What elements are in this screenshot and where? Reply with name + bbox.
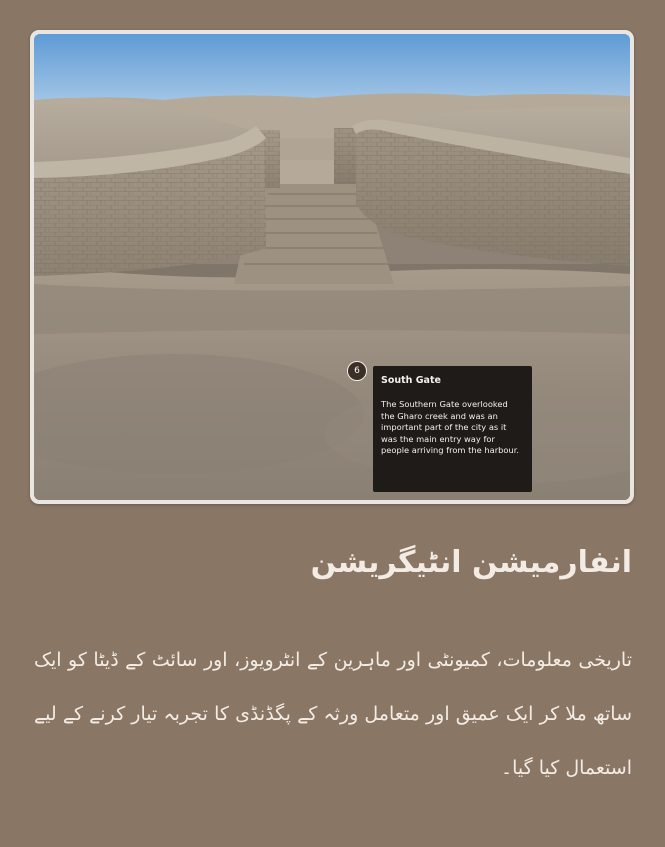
panorama-scene[interactable] — [34, 34, 630, 500]
popup-title: South Gate — [381, 375, 441, 386]
section-heading: انفارمیشن انٹیگریشن — [310, 545, 632, 580]
site-panorama-image — [34, 34, 630, 500]
hotspot-info-popup — [373, 366, 532, 492]
panorama-viewer — [30, 30, 634, 504]
section-paragraph: تاریخی معلومات، کمیونٹی اور ماہرین کے انٹرویوز، اور سائٹ کے ڈیٹا کو ایک ساتھ ملا کر ایک عمیق اور متعامل ورثہ کے پگڈنڈی کا تجربہ تیار کرنے کے لیے استعمال کیا گیا۔ — [34, 649, 632, 779]
hotspot-marker[interactable]: 6 — [347, 361, 367, 381]
popup-description: The Southern Gate overlooked the Gharo creek and was an important part of the city as it was the main entry way for people arriving from the harbour. — [381, 399, 520, 456]
